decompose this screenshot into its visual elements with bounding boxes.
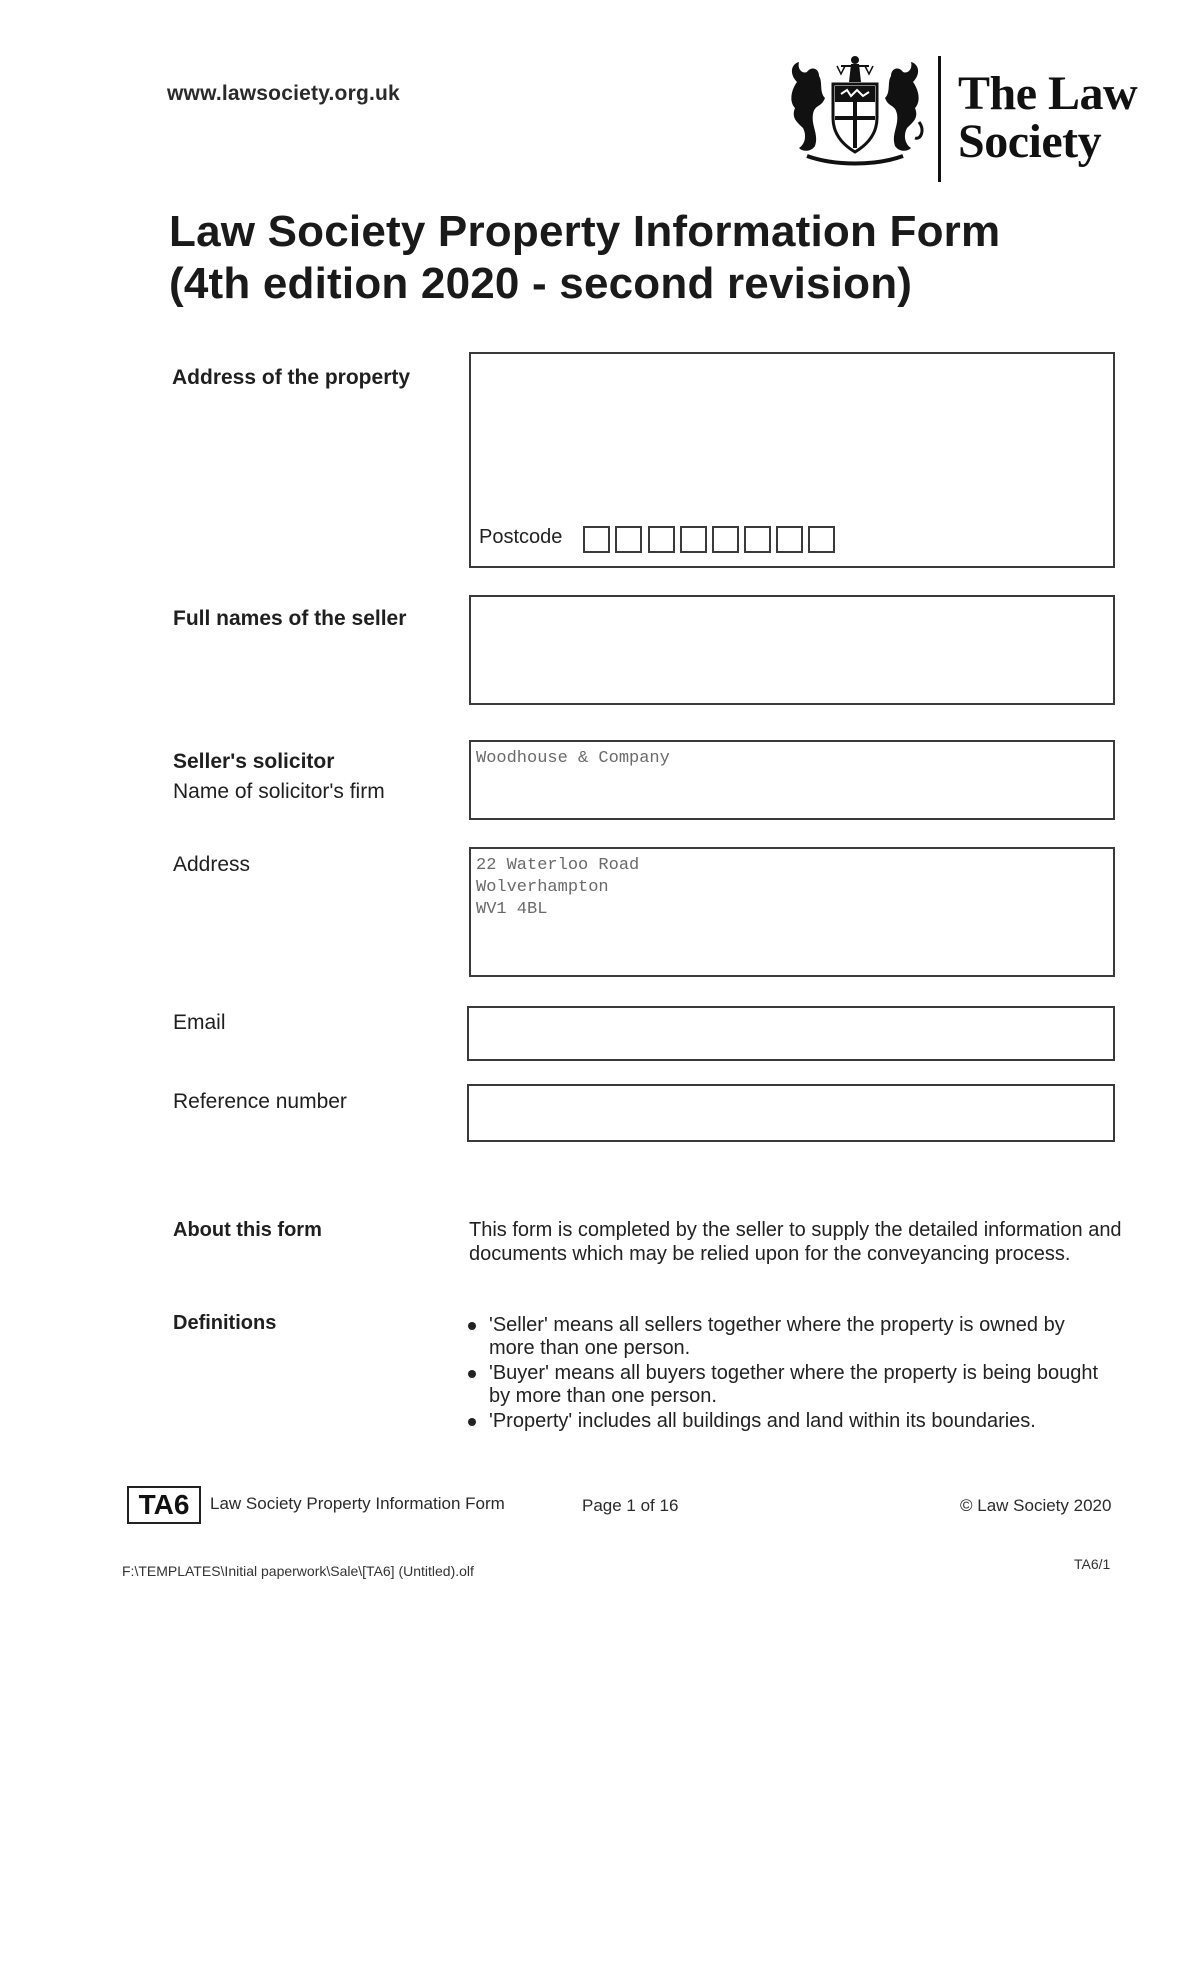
solicitor-firm-value: Woodhouse & Company: [476, 749, 670, 768]
postcode-char-box[interactable]: [648, 526, 675, 553]
footer-form-code: TA6/1: [1074, 1556, 1111, 1572]
law-society-logo: [958, 67, 1138, 168]
solicitor-email-field[interactable]: [467, 1006, 1115, 1061]
footer-page-number: Page 1 of 16: [582, 1496, 679, 1515]
solicitor-address-field[interactable]: [469, 847, 1115, 977]
postcode-char-box[interactable]: [583, 526, 610, 553]
law-society-crest-icon: [785, 52, 925, 172]
form-code-badge: TA6: [127, 1486, 201, 1524]
solicitor-firm-field[interactable]: [469, 740, 1115, 820]
definition-text: 'Seller' means all sellers together where the property is owned by more than one person.: [489, 1314, 1065, 1359]
seller-names-label: Full names of the seller: [173, 607, 407, 630]
reference-number-field[interactable]: [467, 1084, 1115, 1142]
list-item: [466, 1314, 1106, 1360]
logo-divider: [938, 56, 941, 182]
definition-text: 'Buyer' means all buyers together where the property is being bought by more than one person.: [489, 1362, 1099, 1407]
form-title: [169, 206, 1000, 310]
about-form-label: About this form: [173, 1219, 322, 1241]
footer-copyright: © Law Society 2020: [960, 1496, 1112, 1515]
postcode-char-box[interactable]: [808, 526, 835, 553]
list-item: [466, 1362, 1106, 1408]
postcode-char-box[interactable]: [744, 526, 771, 553]
postcode-label: Postcode: [479, 526, 563, 548]
bullet-icon: [468, 1418, 476, 1426]
solicitor-email-value: [469, 1008, 1113, 1020]
postcode-char-box[interactable]: [615, 526, 642, 553]
seller-names-field[interactable]: [469, 595, 1115, 705]
form-title-line-1: Law Society Property Information Form: [169, 207, 1001, 256]
seller-names-value: [471, 597, 1113, 609]
bullet-icon: [468, 1370, 476, 1378]
property-address-label: Address of the property: [172, 366, 411, 389]
reference-number-value: [469, 1086, 1113, 1098]
solicitor-email-label: Email: [173, 1011, 226, 1034]
postcode-char-box[interactable]: [712, 526, 739, 553]
solicitor-firm-label: Name of solicitor's firm: [173, 780, 385, 803]
postcode-char-box[interactable]: [680, 526, 707, 553]
website-url: www.lawsociety.org.uk: [167, 82, 400, 105]
about-form-text: This form is completed by the seller to supply the detailed information and documents which may be relied upon for the conveyancing process.: [469, 1219, 1122, 1265]
definitions-label: Definitions: [173, 1312, 277, 1334]
postcode-char-box[interactable]: [776, 526, 803, 553]
reference-number-label: Reference number: [173, 1090, 347, 1113]
logo-line-2: Society: [958, 115, 1102, 168]
footer-form-name: Law Society Property Information Form: [210, 1494, 505, 1513]
solicitor-address-value: 22 Waterloo Road Wolverhampton WV1 4BL: [476, 856, 640, 919]
property-address-value: [471, 354, 1113, 366]
solicitor-section-label: Seller's solicitor: [173, 750, 335, 773]
form-title-line-2: (4th edition 2020 - second revision): [169, 259, 913, 308]
logo-line-1: The Law: [958, 67, 1138, 120]
list-item: [466, 1410, 1106, 1433]
solicitor-address-label: Address: [173, 853, 251, 876]
definition-text: 'Property' includes all buildings and land within its boundaries.: [489, 1410, 1036, 1432]
footer-file-path: F:\TEMPLATES\Initial paperwork\Sale\[TA6] (Untitled).olf: [122, 1563, 474, 1579]
bullet-icon: [468, 1322, 476, 1330]
definitions-list: [466, 1314, 1106, 1435]
